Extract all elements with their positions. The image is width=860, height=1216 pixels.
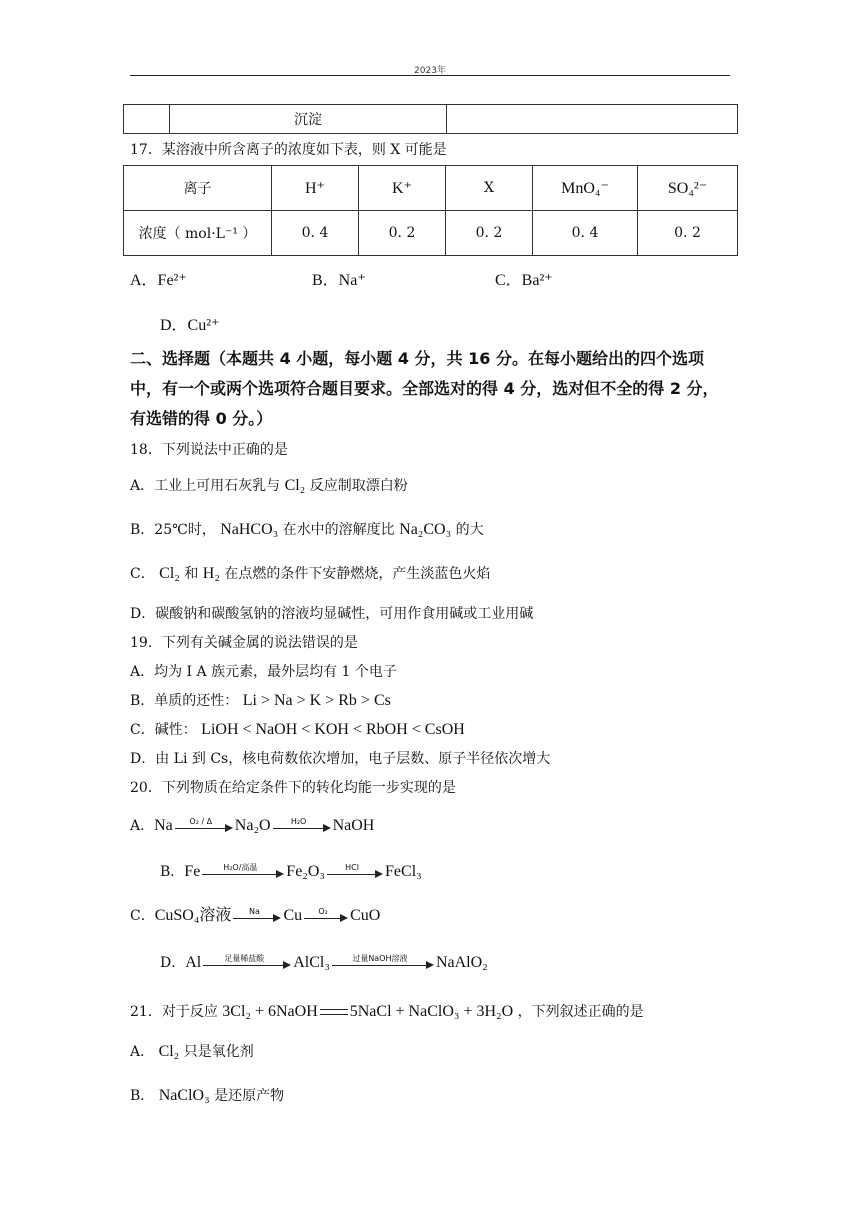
- q18-b-mid: 在水中的溶解度比: [278, 522, 400, 538]
- q17-option-d: D．Cu²⁺: [160, 317, 220, 334]
- q20-a-s3: NaOH: [332, 817, 375, 834]
- arrow-condition: Na: [248, 907, 260, 916]
- conc-row-label: 浓度（ mol·L⁻¹ ）: [124, 211, 272, 256]
- q20-a-s2: Na₂O: [234, 817, 271, 834]
- q19-option-a: A．均为 I A 族元素，最外层均有 1 个电子: [130, 664, 397, 680]
- q20-option-b: [160, 862, 422, 882]
- q18-b-post: 的大: [451, 522, 484, 538]
- q20-a-s1: Na: [154, 817, 173, 834]
- q19-c-chem: LiOH < NaOH < KOH < RbOH < CsOH: [201, 721, 465, 738]
- q21-a-chem: Cl₂: [158, 1043, 180, 1060]
- conc-cell: 0. 4: [272, 211, 359, 256]
- q18-option-c: [130, 564, 490, 584]
- reaction-arrow: [273, 819, 331, 833]
- q21-a-post: 只是氧化剂: [179, 1044, 254, 1060]
- q18-stem: 18．下列说法中正确的是: [130, 442, 288, 458]
- q20-a-label: A．: [130, 818, 155, 834]
- q21-b-chem: NaClO₃: [158, 1087, 210, 1104]
- reaction-arrow: [203, 956, 291, 970]
- arrow-condition: H₂O: [290, 817, 307, 826]
- q20-b-s3: FeCl₃: [385, 863, 422, 880]
- q18-option-d: D．碳酸钠和碳酸氢钠的溶液均显碱性，可用作食用碱或工业用碱: [130, 606, 534, 622]
- q21-stem-pre: 21．对于反应: [130, 1004, 223, 1020]
- arrow-condition: HCl: [345, 863, 359, 872]
- ion-cell: X: [446, 166, 533, 211]
- q18-option-b: [130, 520, 484, 540]
- q17-option-c: C．Ba²⁺: [495, 272, 553, 289]
- section-2-heading: 二、选择题（本题共 4 小题，每小题 4 分，共 16 分。在每小题给出的四个选项中，有一个或两个选项符合题目要求。全部选对的得 4 分，选对但不全的得 2 分，有选错的得 0 分。）: [130, 349, 719, 428]
- q18-c-pre: C．: [130, 566, 160, 582]
- q18-c-chem2: H₂: [202, 565, 220, 582]
- top-table-empty-cell-2: [447, 105, 738, 134]
- q18-b-chem2: Na₂CO₃: [399, 521, 452, 538]
- arrow-condition: O₂: [318, 907, 328, 916]
- q18-b-pre: B．25℃时，: [130, 522, 221, 538]
- ion-cell: MnO₄⁻: [533, 166, 638, 211]
- reaction-arrow: [175, 819, 233, 833]
- q19-c-pre: C．碱性：: [130, 722, 202, 738]
- q21-option-a: [130, 1042, 254, 1062]
- q19-b-pre: B．单质的还性：: [130, 693, 243, 709]
- top-table-cell: 沉淀: [170, 105, 447, 134]
- q18-c-chem1: Cl₂: [159, 565, 180, 582]
- q20-c-s2: Cu: [283, 907, 303, 924]
- reaction-arrow: [327, 865, 383, 879]
- q20-d-label: D．: [160, 955, 186, 971]
- arrow-condition: H₂O/高温: [223, 863, 258, 872]
- ion-cell: SO₄²⁻: [638, 166, 738, 211]
- q20-b-s1: Fe: [184, 863, 201, 880]
- q18-option-a: [130, 476, 408, 496]
- header-rule: [130, 75, 730, 76]
- conc-cell: 0. 2: [359, 211, 446, 256]
- reaction-arrow: [202, 865, 284, 879]
- q20-d-s2: AlCl₃: [293, 954, 330, 971]
- q20-option-c: [130, 906, 380, 926]
- ion-cell: K⁺: [359, 166, 446, 211]
- ion-cell: H⁺: [272, 166, 359, 211]
- q20-stem: 20．下列物质在给定条件下的转化均能一步实现的是: [130, 780, 456, 796]
- q21-a-label: A．: [130, 1044, 159, 1060]
- q21-stem: [130, 1002, 644, 1022]
- reaction-arrow: [332, 956, 434, 970]
- q21-stem-post: ，下列叙述正确的是: [513, 1004, 644, 1020]
- top-table-empty-cell: [124, 105, 170, 134]
- q21-eq-left: 3Cl₂ + 6NaOH: [222, 1003, 318, 1020]
- q18-c-mid: 和: [179, 566, 203, 582]
- q20-option-d: [160, 953, 488, 973]
- q21-eq-right: 5NaCl + NaClO₃ + 3H₂O: [349, 1003, 514, 1020]
- q17-option-b: B．Na⁺: [312, 272, 366, 289]
- arrow-condition: 足量稀盐酸: [224, 954, 265, 963]
- reaction-arrow: [233, 909, 281, 923]
- page-header: 2023年: [414, 66, 446, 76]
- q17-stem: 17．某溶液中所含离子的浓度如下表，则 X 可能是: [130, 142, 447, 158]
- q20-d-s1: Al: [185, 954, 202, 971]
- q17-option-a: A．Fe²⁺: [130, 272, 187, 289]
- conc-cell: 0. 4: [533, 211, 638, 256]
- q21-option-b: [130, 1086, 284, 1106]
- q19-option-b: [130, 691, 391, 711]
- q21-b-post: 是还原产物: [209, 1088, 285, 1104]
- q19-stem: 19．下列有关碱金属的说法错误的是: [130, 635, 358, 651]
- q20-c-s3: CuO: [350, 907, 381, 924]
- conc-cell: 0. 2: [446, 211, 533, 256]
- arrow-condition: O₂ / Δ: [189, 817, 213, 826]
- conc-cell: 0. 2: [638, 211, 738, 256]
- ion-row-label: 离子: [124, 166, 272, 211]
- q18-a-pre: A．工业上可用石灰乳与: [130, 478, 285, 494]
- q18-a-chem: Cl₂: [284, 477, 306, 494]
- q20-b-s2: Fe₂O₃: [286, 863, 326, 880]
- q21-b-label: B．: [130, 1088, 159, 1104]
- q18-a-post: 反应制取漂白粉: [305, 478, 408, 494]
- equals-sign: [320, 1009, 348, 1015]
- arrow-condition: 过量NaOH溶液: [352, 954, 408, 963]
- q20-c-s1: CuSO₄溶液: [154, 907, 232, 924]
- q20-option-a: [130, 816, 374, 836]
- q20-c-label: C．: [130, 908, 155, 924]
- top-table-fragment: [123, 104, 738, 134]
- q20-d-s3: NaAlO₂: [435, 954, 488, 971]
- q18-b-chem1: NaHCO₃: [220, 521, 279, 538]
- q17-ion-table: [123, 165, 738, 256]
- q19-b-chem: Li > Na > K > Rb > Cs: [242, 692, 391, 709]
- q19-option-c: [130, 720, 465, 740]
- q18-c-post: 在点燃的条件下安静燃烧，产生淡蓝色火焰: [219, 566, 491, 582]
- reaction-arrow: [304, 909, 348, 923]
- q20-b-label: B．: [160, 864, 185, 880]
- q19-option-d: D．由 Li 到 Cs，核电荷数依次增加，电子层数、原子半径依次增大: [130, 751, 551, 767]
